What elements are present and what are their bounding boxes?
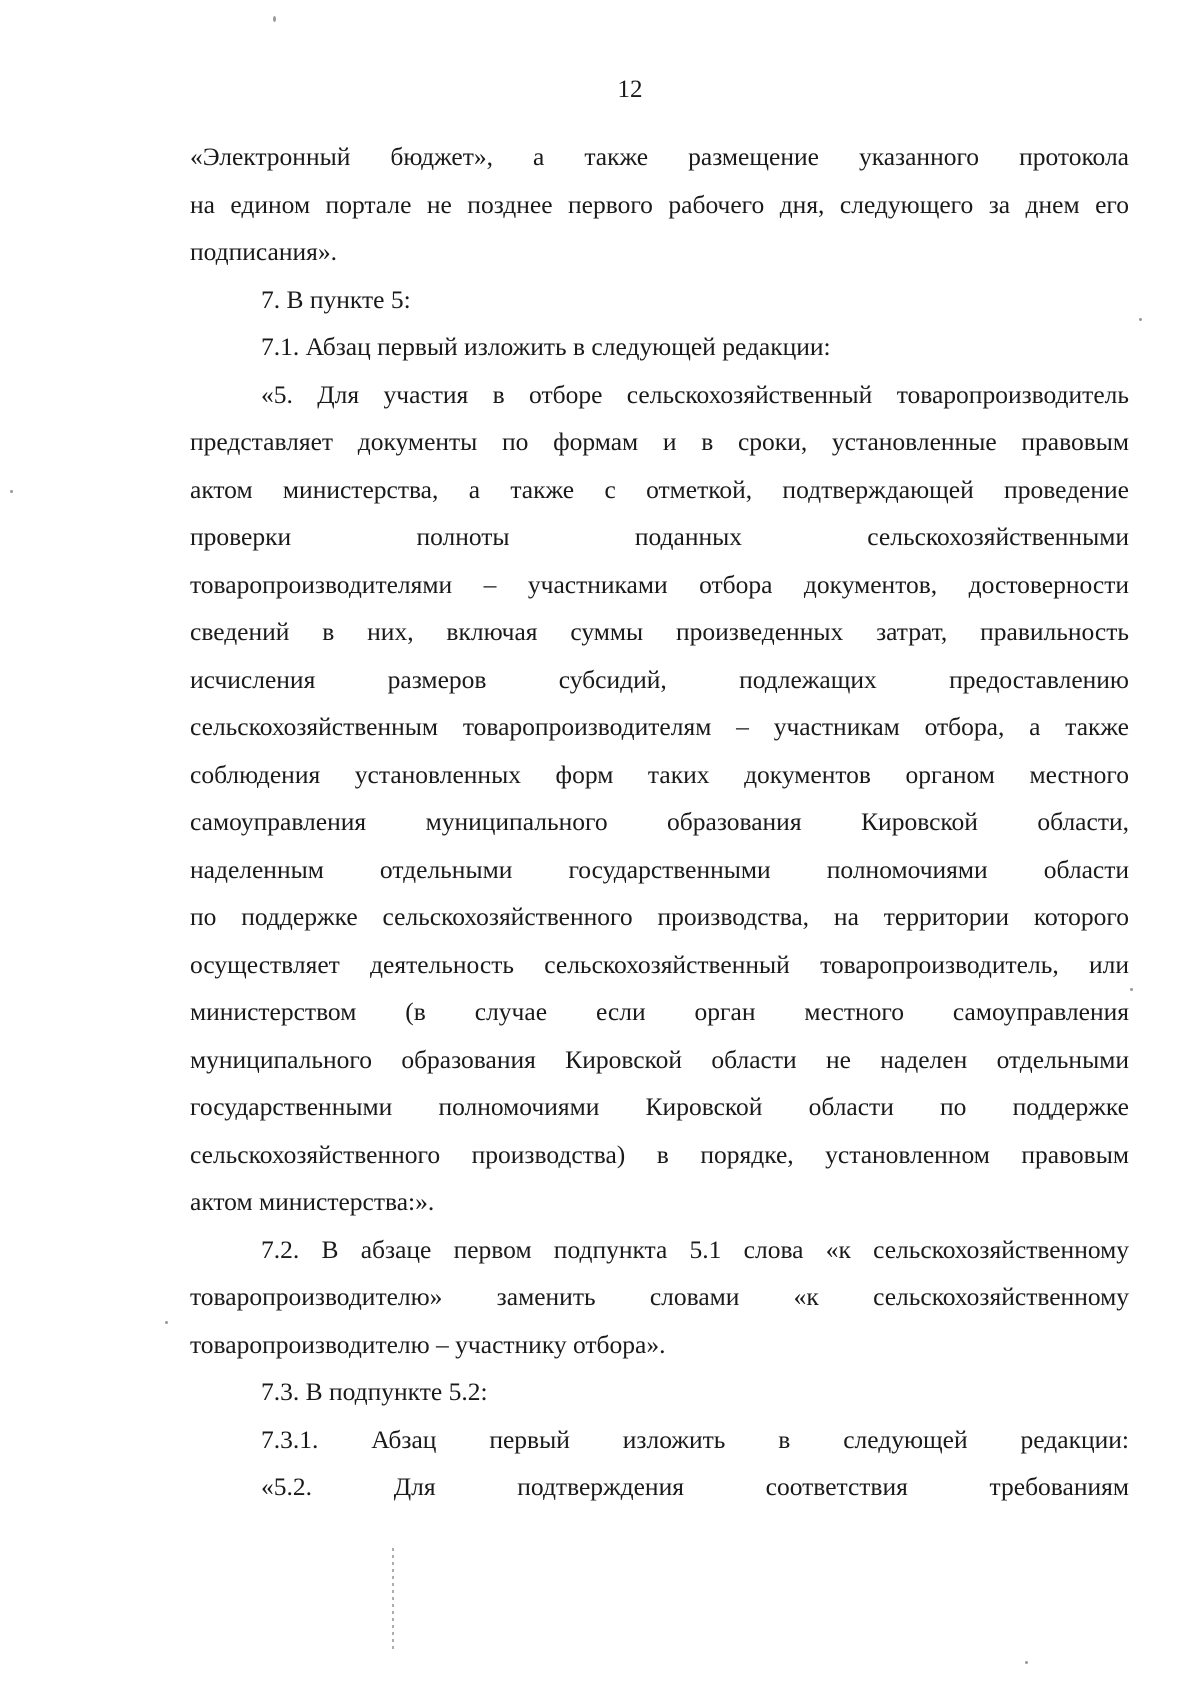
- scan-speck: [1139, 318, 1142, 321]
- text-line: 7.3. В подпункте 5.2:: [261, 1377, 488, 1406]
- text-line: 7.2. В абзаце первом подпункта 5.1 слова «к сельскохозяйственному: [261, 1234, 1129, 1264]
- text-line: товаропроизводителю» заменить словами «к сельскохозяйственному: [190, 1282, 1129, 1311]
- text-line: исчисления размеров субсидий, подлежащих предоставлению: [190, 664, 1129, 694]
- text-line: «5. Для участия в отборе сельскохозяйственный товаропроизводитель: [261, 379, 1129, 409]
- text-line: проверки полноты поданных сельскохозяйственными: [190, 522, 1129, 551]
- text-line: министерством (в случае если орган местного самоуправления: [190, 997, 1129, 1026]
- text-line: государственными полномочиями Кировской области по поддержке: [190, 1092, 1129, 1121]
- text-line: муниципального образования Кировской области не наделен отдельными: [190, 1044, 1129, 1074]
- scan-speck: [1130, 988, 1133, 991]
- text-line: соблюдения установленных форм таких документов органом местного: [190, 759, 1129, 789]
- text-line: представляет документы по формам и в сроки, установленные правовым: [190, 427, 1129, 456]
- body-text: [190, 133, 1129, 1511]
- scan-dotted-mark: [392, 1548, 394, 1652]
- text-line: сведений в них, включая суммы произведенных затрат, правильность: [190, 617, 1129, 646]
- text-line: 7.1. Абзац первый изложить в следующей редакции:: [261, 332, 831, 361]
- scan-speck: [10, 490, 13, 493]
- text-line: товаропроизводителями – участниками отбора документов, достоверности: [190, 569, 1129, 599]
- text-line: товаропроизводителю – участнику отбора».: [190, 1329, 666, 1359]
- text-line: сельскохозяйственного производства) в порядке, установленном правовым: [190, 1139, 1129, 1169]
- text-line: подписания».: [190, 237, 338, 266]
- text-line: сельскохозяйственным товаропроизводителям – участникам отбора, а также: [190, 712, 1129, 741]
- scan-speck: [1025, 1661, 1028, 1664]
- page-number: 12: [617, 76, 643, 103]
- text-line: «Электронный бюджет», а также размещение указанного протокола: [190, 142, 1129, 171]
- text-line: осуществляет деятельность сельскохозяйственный товаропроизводитель, или: [190, 949, 1129, 979]
- text-line: по поддержке сельскохозяйственного производства, на территории которого: [190, 902, 1129, 931]
- text-line: актом министерства:».: [190, 1187, 435, 1216]
- scan-speck: [273, 16, 276, 22]
- text-line: наделенным отдельными государственными полномочиями области: [190, 854, 1129, 884]
- text-line: актом министерства, а также с отметкой, подтверждающей проведение: [190, 474, 1129, 504]
- text-line: на едином портале не позднее первого рабочего дня, следующего за днем его: [190, 189, 1129, 219]
- text-line: «5.2. Для подтверждения соответствия требованиям: [261, 1472, 1129, 1501]
- scan-speck: [165, 1321, 168, 1324]
- text-line: 7. В пункте 5:: [261, 284, 411, 314]
- text-line: 7.3.1. Абзац первый изложить в следующей редакции:: [261, 1424, 1129, 1454]
- text-line: самоуправления муниципального образования Кировской области,: [190, 807, 1129, 836]
